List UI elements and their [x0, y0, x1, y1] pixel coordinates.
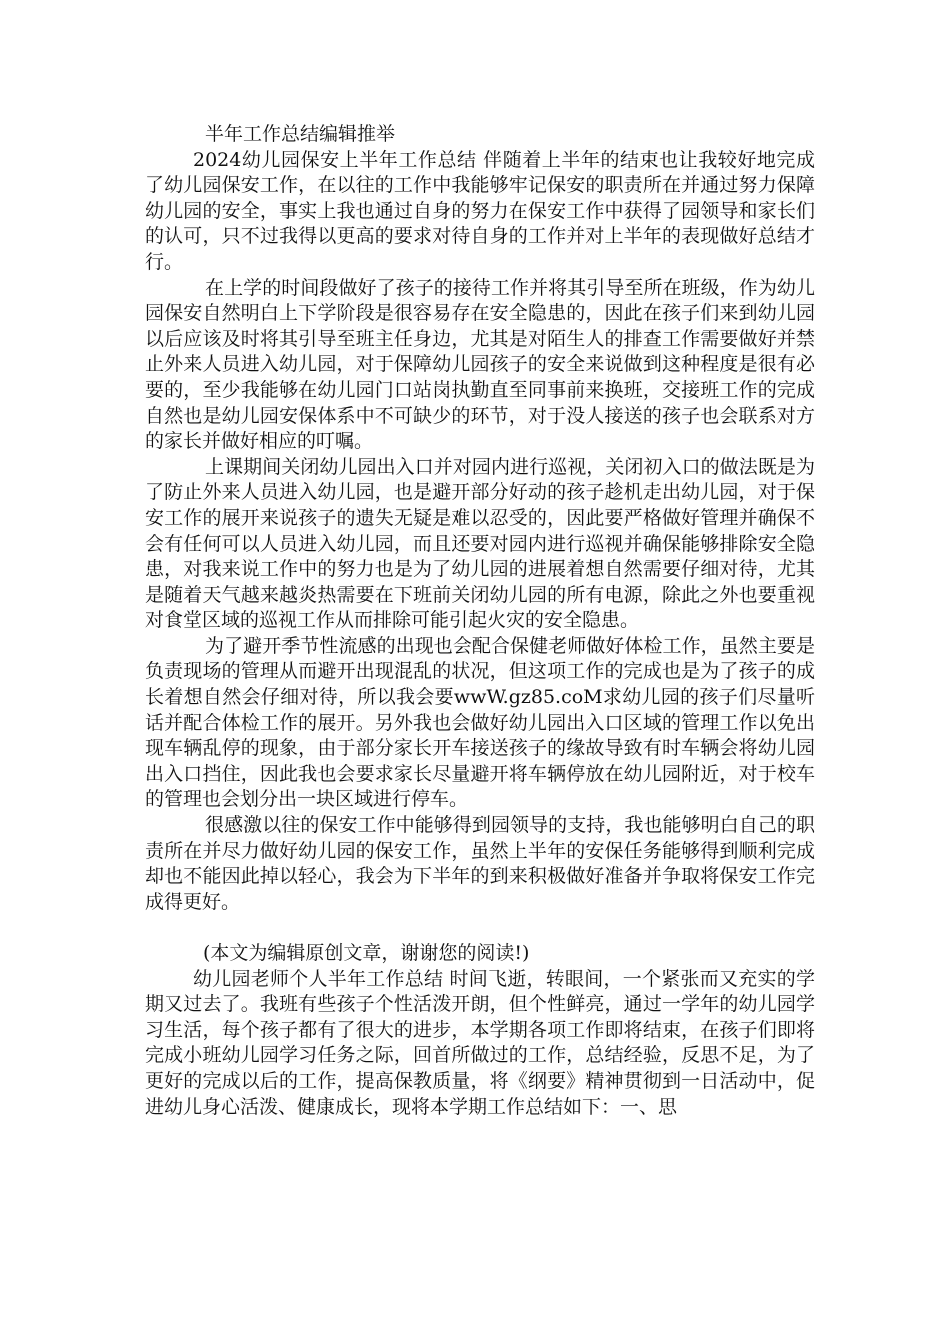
editor-note: (本文为编辑原创文章，谢谢您的阅读!) [203, 942, 530, 964]
paragraph-patrol: 上课期间关闭幼儿园出入口并对园内进行巡视，关闭初入口的做法既是为了防止外来人员进入幼儿园，也是避开部分好动的孩子趁机走出幼儿园，对于保安工作的展开来说孩子的遗失无疑是难以忍受的，因此要严格做好管理并确保不会有任何可以人员进入幼儿园，而且还要对园内进行巡视并确保能够排除安全隐患，对我来说工作中的努力也是为了幼儿园的进展着想自然需要仔细对待，尤其是随着天气越来越炎热需要在下班前关闭幼儿园的所有电源，除此之外也要重视对食堂区域的巡视工作从而排除可能引起火灾的安全隐患。 [145, 455, 815, 632]
document-title: 半年工作总结编辑推举 [205, 123, 396, 145]
paragraph-health-check: 为了避开季节性流感的出现也会配合保健老师做好体检工作，虽然主要是负责现场的管理从而避开出现混乱的状况，但这项工作的完成也是为了孩子的成长着想自然会仔细对待，所以我会要wwW.gz85.coM求幼儿园的孩子们尽量听话并配合体检工作的展开。另外我也会做好幼儿园出入口区域的管理工作以免出现车辆乱停的现象，由于部分家长开车接送孩子的缘故导致有时车辆会将幼儿园出入口挡住，因此我也会要求家长尽量避开将车辆停放在幼儿园附近，对于校车的管理也会划分出一块区域进行停车。 [145, 634, 815, 811]
paragraph-conclusion: 很感激以往的保安工作中能够得到园领导的支持，我也能够明白自己的职责所在并尽力做好幼儿园的保安工作，虽然上半年的安保任务能够得到顺利完成却也不能因此掉以轻心，我会为下半年的到来积极做好准备并争取将保安工作完成得更好。 [145, 814, 815, 913]
paragraph-reception: 在上学的时间段做好了孩子的接待工作并将其引导至所在班级，作为幼儿园保安自然明白上下学阶段是很容易存在安全隐患的，因此在孩子们来到幼儿园以后应该及时将其引导至班主任身边，尤其是对陌生人的排查工作需要做好并禁止外来人员进入幼儿园，对于保障幼儿园孩子的安全来说做到这种程度是很有必要的，至少我能够在幼儿园门口站岗执勤直至同事前来换班，交接班工作的完成自然也是幼儿园安保体系中不可缺少的环节，对于没人接送的孩子也会联系对方的家长并做好相应的叮嘱。 [145, 276, 815, 453]
paragraph-intro: 2024幼儿园保安上半年工作总结 伴随着上半年的结束也让我较好地完成了幼儿园保安工作，在以往的工作中我能够牢记保安的职责所在并通过努力保障幼儿园的安全，事实上我也通过自身的努力在保安工作中获得了园领导和家长们的认可，只不过我得以更高的要求对待自身的工作并对上半年的表现做好总结才行。 [145, 148, 815, 273]
paragraph-teacher-summary: 幼儿园老师个人半年工作总结 时间飞逝，转眼间，一个紧张而又充实的学期又过去了。我班有些孩子个性活泼开朗，但个性鲜亮，通过一学年的幼儿园学习生活，每个孩子都有了很大的进步，本学期各项工作即将结束，在孩子们即将完成小班幼儿园学习任务之际，回首所做过的工作，总结经验，反思不足，为了更好的完成以后的工作，提高保教质量，将《纲要》精神贯彻到一日活动中，促进幼儿身心活泼、健康成长，现将本学期工作总结如下：一、思 [145, 967, 815, 1118]
blank-line [145, 915, 815, 941]
document-body [145, 122, 815, 1120]
